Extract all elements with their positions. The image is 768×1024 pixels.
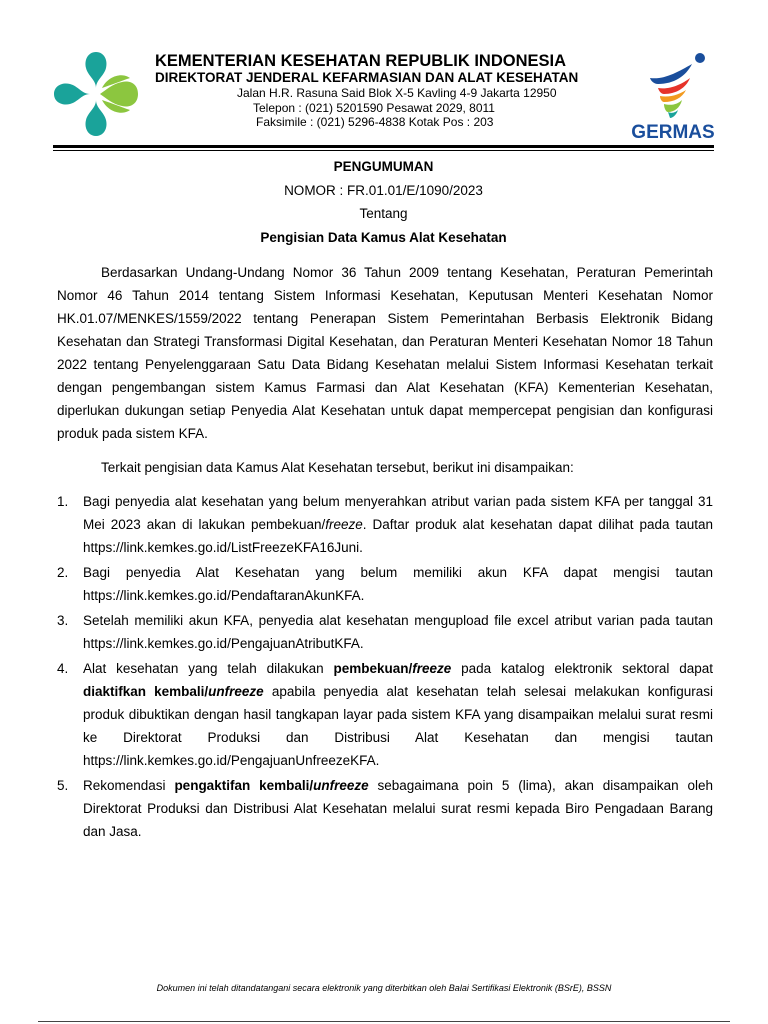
list-item-number: 3.	[57, 613, 69, 628]
germas-logo-icon	[630, 50, 716, 142]
list-item-text: Alat kesehatan yang telah dilakukan pembekuan/freeze pada katalog elektronik sektoral dapat diaktifkan kembali/unfreeze apabila penyedia alat kesehatan telah selesai melakukan konfigurasi produk dibuktikan dengan hasil tangkapan layar pada sistem KFA yang disampaikan melalui surat resmi ke Direktorat Produksi dan Distribusi Alat Kesehatan dan mengisi tautan https://link.kemkes.go.id/PengajuanUnfreezeKFA.	[83, 661, 713, 768]
list-item-text: Bagi penyedia Alat Kesehatan yang belum memiliki akun KFA dapat mengisi tautan https://link.kemkes.go.id/PendaftaranAkunKFA.	[83, 565, 713, 603]
organization-name: KEMENTERIAN KESEHATAN REPUBLIK INDONESIA	[155, 52, 566, 70]
announcement-about: Tentang	[359, 206, 408, 221]
page-bottom-rule	[38, 1021, 730, 1022]
announcement-list	[57, 490, 713, 843]
announcement-title-block	[53, 155, 714, 249]
address-line: Jalan H.R. Rasuna Said Blok X-5 Kavling 4-9 Jakarta 12950	[237, 86, 557, 100]
ministry-of-health-logo-icon	[50, 50, 142, 138]
letterhead-rule-thick	[53, 145, 714, 148]
announcement-heading: PENGUMUMAN	[333, 159, 434, 174]
list-item-text: Setelah memiliki akun KFA, penyedia alat kesehatan mengupload file excel atribut varian pada tautan https://link.kemkes.go.id/PengajuanAtributKFA.	[83, 613, 713, 651]
list-item	[57, 609, 713, 655]
announcement-body	[57, 261, 713, 845]
telephone-line: Telepon : (021) 5201590 Pesawat 2029, 8011	[253, 100, 495, 115]
list-item	[57, 490, 713, 559]
list-item-number: 5.	[57, 778, 69, 793]
letterhead-rule-thin	[53, 150, 714, 151]
body-paragraph: Berdasarkan Undang-Undang Nomor 36 Tahun 2009 tentang Kesehatan, Peraturan Pemerintah Nomor 46 Tahun 2014 tentang Sistem Informasi Kesehatan, Keputusan Menteri Kesehatan Nomor HK.01.07/MENKES/1559/2022 tentang Penerapan Sistem Pemerintahan Berbasis Elektronik Bidang Kesehatan dan Strategi Transformasi Digital Kesehatan, dan Peraturan Menteri Kesehatan Nomor 18 Tahun 2022 tentang Penyelenggaraan Satu Data Bidang Kesehatan melalui Sistem Informasi Kesehatan terkait dengan pengembangan sistem Kamus Farmasi dan Alat Kesehatan (KFA) Kementerian Kesehatan, diperlukan dukungan setiap Penyedia Alat Kesehatan untuk dapat mempercepat pengisian dan konfigurasi produk pada sistem KFA.	[57, 265, 713, 441]
letterhead	[155, 52, 625, 130]
list-item-number: 2.	[57, 565, 69, 580]
announcement-number: NOMOR : FR.01.01/E/1090/2023	[284, 182, 483, 198]
list-item-number: 4.	[57, 661, 69, 676]
organization-directorate: DIREKTORAT JENDERAL KEFARMASIAN DAN ALAT KESEHATAN	[155, 70, 579, 85]
announcement-subject: Pengisian Data Kamus Alat Kesehatan	[260, 229, 507, 245]
list-item	[57, 774, 713, 843]
list-item-number: 1.	[57, 494, 69, 509]
germas-logo-text: GERMAS	[631, 122, 715, 142]
body-paragraph: Terkait pengisian data Kamus Alat Kesehatan tersebut, berikut ini disampaikan:	[101, 460, 574, 475]
list-item-text: Rekomendasi pengaktifan kembali/unfreeze sebagaimana poin 5 (lima), akan disampaikan oleh Direktorat Produksi dan Distribusi Alat Kesehatan melalui surat resmi kepada Biro Pengadaan Barang dan Jasa.	[83, 778, 713, 839]
e-signature-footer-note: Dokumen ini telah ditandatangani secara elektronik yang diterbitkan oleh Balai Sertifikasi Elektronik (BSrE), BSSN	[156, 983, 612, 993]
list-item-text: Bagi penyedia alat kesehatan yang belum menyerahkan atribut varian pada sistem KFA per tanggal 31 Mei 2023 akan di lakukan pembekuan/freeze. Daftar produk alat kesehatan dapat dilihat pada tautan https://link.kemkes.go.id/ListFreezeKFA16Juni.	[83, 494, 714, 555]
fax-line: Faksimile : (021) 5296-4838 Kotak Pos : 203	[256, 115, 494, 129]
list-item	[57, 657, 713, 772]
list-item	[57, 561, 713, 607]
